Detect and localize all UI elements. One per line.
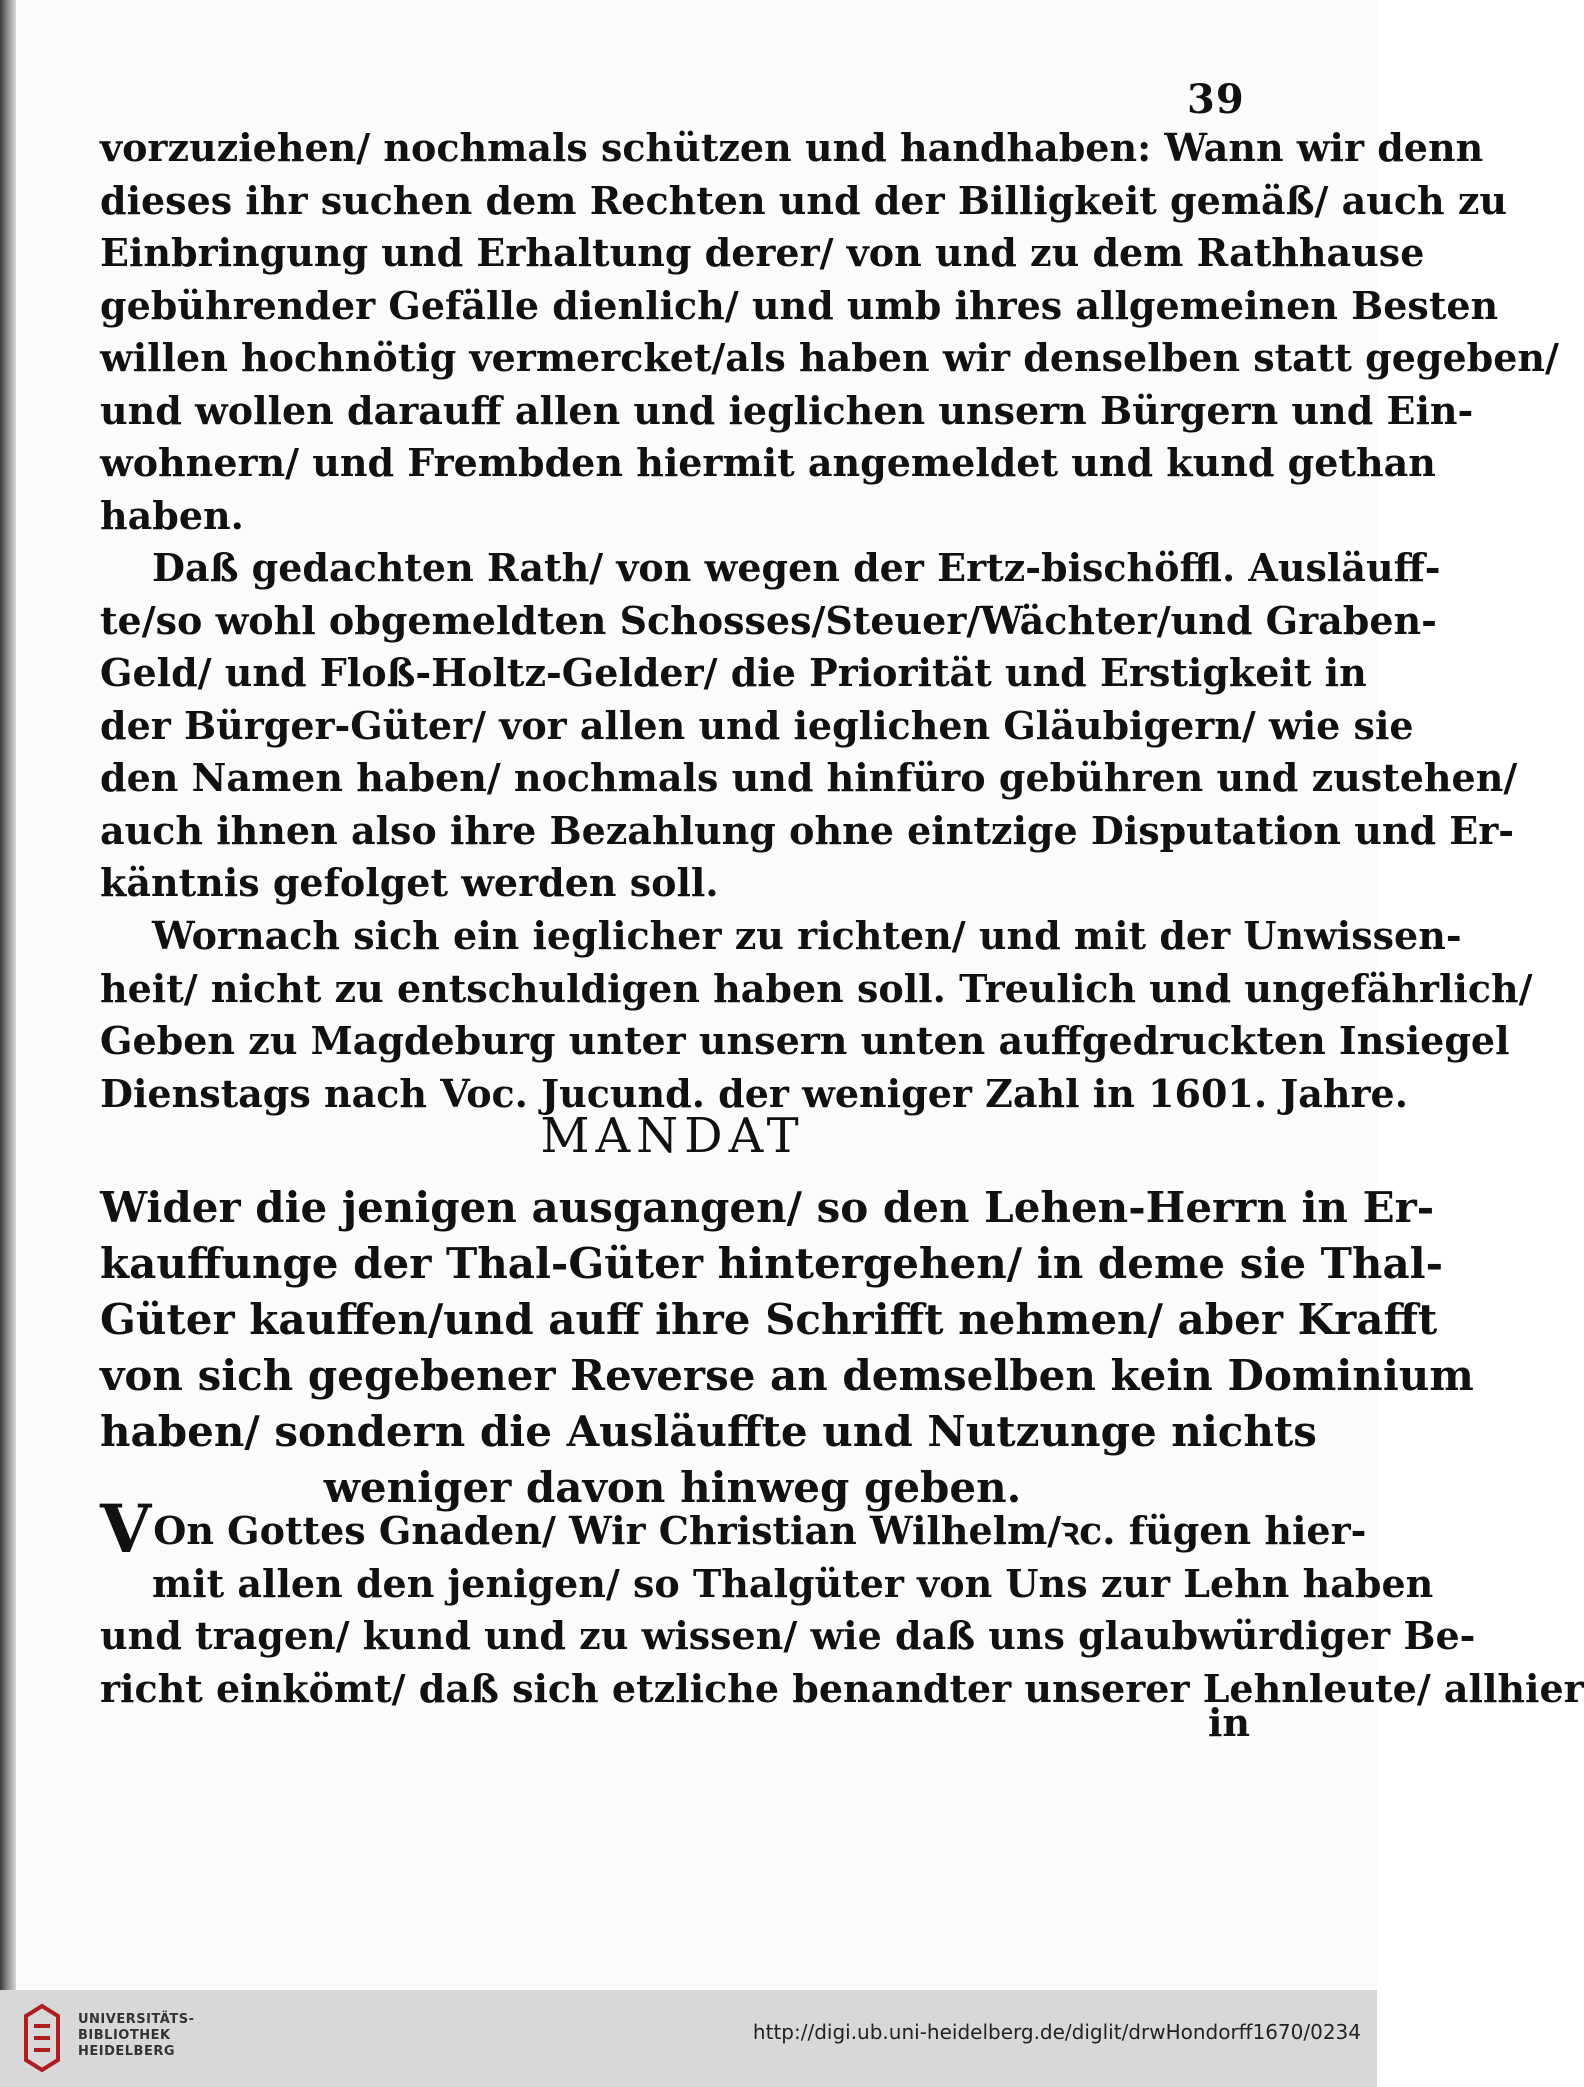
logo-line: BIBLIOTHEK (78, 2028, 171, 2043)
permalink-url[interactable]: http://digi.ub.uni-heidelberg.de/diglit/drwHondorff1670/0234 (752, 2020, 1361, 2044)
drop-capital: V (100, 1490, 152, 1568)
subtitle-line: kauffunge der Thal-Güter hintergehen/ in deme sie Thal- (100, 1239, 1444, 1288)
subtitle-line: Güter kauffen/und auff ihre Schrifft nehmen/ aber Krafft (100, 1295, 1438, 1344)
text-line: den Namen haben/ nochmals und hinfüro gebühren und zustehen/ (100, 755, 1518, 800)
binding-edge (0, 0, 16, 1990)
text-line: mit allen den jenigen/ so Thalgüter von Uns zur Lehn haben (152, 1560, 1434, 1606)
mandat-subtitle (100, 1180, 1474, 1516)
text-line: Einbringung und Erhaltung derer/ von und zu dem Rathhause (100, 230, 1425, 275)
paragraph-closing-formula (100, 910, 1533, 1120)
mandat-heading: MANDAT (540, 1108, 805, 1164)
text-line: Geben zu Magdeburg unter unsern unten auffgedruckten Insiegel (100, 1018, 1510, 1063)
text-line: und tragen/ kund und zu wissen/ wie daß uns glaubwürdiger Be- (100, 1613, 1476, 1658)
text-line: heit/ nicht zu entschuldigen haben soll. Treulich und ungefährlich/ (100, 965, 1533, 1011)
text-line: käntnis gefolget werden soll. (100, 860, 719, 905)
text-line: gebührender Gefälle dienlich/ und umb ihres allgemeinen Besten (100, 282, 1499, 328)
subtitle-line: haben/ sondern die Ausläuffte und Nutzunge nichts (100, 1407, 1317, 1456)
library-logo-text (78, 2012, 194, 2060)
text-line: willen hochnötig vermercket/als haben wir denselben statt gegeben/ (100, 335, 1559, 380)
paragraph-decree-continuation (100, 122, 1559, 542)
paragraph-mandate-body (100, 1490, 1584, 1715)
catchword: in (1208, 1700, 1251, 1745)
paragraph-priority-clause (100, 542, 1518, 910)
text-line: Geld/ und Floß-Holtz-Gelder/ die Priorität und Erstigkeit in (100, 650, 1367, 695)
viewer-footer (0, 1990, 1377, 2087)
library-logo-icon (20, 2002, 64, 2074)
text-line: auch ihnen also ihre Bezahlung ohne eintzige Disputation und Er- (100, 807, 1515, 853)
logo-line: UNIVERSITÄTS- (78, 2012, 195, 2027)
text-line: dieses ihr suchen dem Rechten und der Billigkeit gemäß/ auch zu (100, 177, 1508, 223)
text-line-content: On Gottes Gnaden/ Wir Christian Wilhelm/ꝛc. fügen hier- (153, 1508, 1367, 1553)
text-line: Wornach sich ein ieglicher zu richten/ und mit der Unwissen- (152, 913, 1462, 958)
logo-line: HEIDELBERG (78, 2044, 176, 2059)
text-line: der Bürger-Güter/ vor allen und ieglichen Gläubigern/ wie sie (100, 702, 1414, 748)
page-number: 39 (1187, 76, 1245, 123)
subtitle-line: Wider die jenigen ausgangen/ so den Lehen-Herrn in Er- (100, 1183, 1435, 1232)
text-line: te/so wohl obgemeldten Schosses/Steuer/Wächter/und Graben- (100, 597, 1437, 643)
text-line: und wollen darauff allen und ieglichen unsern Bürgern und Ein- (100, 387, 1474, 433)
text-line: Daß gedachten Rath/ von wegen der Ertz-bischöffl. Ausläuff- (152, 545, 1441, 590)
text-line: Dienstags nach Voc. Jucund. der weniger Zahl in 1601. Jahre. (100, 1070, 1408, 1116)
text-line (100, 1490, 1367, 1568)
text-line: wohnern/ und Frembden hiermit angemeldet und kund gethan (100, 440, 1436, 485)
subtitle-line: weniger davon hinweg geben. (323, 1463, 1022, 1512)
subtitle-line: von sich gegebener Reverse an demselben kein Dominium (100, 1351, 1474, 1400)
text-line: haben. (100, 492, 244, 538)
text-line: richt einkömt/ daß sich etzliche benandter unserer Lehnleute/ allhier (100, 1665, 1584, 1711)
text-line: vorzuziehen/ nochmals schützen und handhaben: Wann wir denn (100, 125, 1484, 170)
